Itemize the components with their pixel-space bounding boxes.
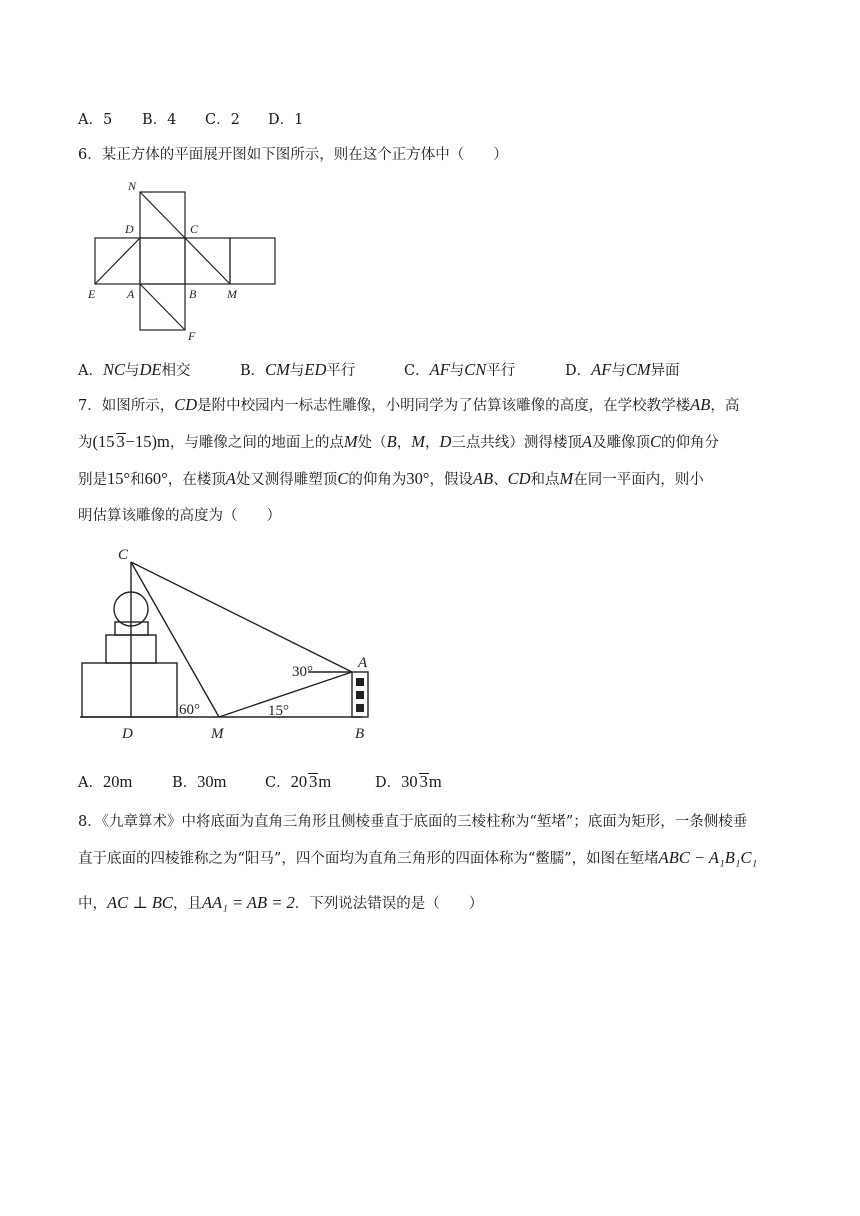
q6-option-a: A．NC与DE相交 [78,360,191,379]
q6-stem: 6．某正方体的平面展开图如下图所示，则在这个正方体中（ ） [78,147,508,163]
q5-option-d: D．1 [268,112,304,128]
label-A: A [358,655,368,671]
q7-line-2: 为(15 3−15)m，与雕像之间的地面上的点M处（B，M，D三点共线）测得楼顶A及雕像顶C的仰角分 [78,432,720,451]
label-E: E [88,287,96,301]
angle-15: 15° [268,703,289,719]
q7-line-4: 明估算该雕像的高度为（ ） [78,508,281,524]
q7-line-1: 7．如图所示，CD是附中校园内一标志性雕像，小明同学为了估算该雕像的高度，在学校教学楼AB，高 [78,395,740,414]
label-B: B [189,287,197,301]
q7-option-c: C．20 3m [265,772,332,791]
label-A: A [127,287,135,301]
label-C: C [118,547,129,563]
label-N: N [128,179,137,193]
label-F: F [188,329,196,343]
q7-line-3: 别是15°和60°，在楼顶A处又测得雕塑顶C的仰角为30°，假设AB、CD和点M在同一平面内，则小 [78,469,704,488]
q5-option-b: B．4 [142,112,177,128]
q8-line-1: 8．《九章算术》中将底面为直角三角形且侧棱垂直于底面的三棱柱称为“堑堵”；底面为矩形，一条侧棱垂 [78,814,748,830]
label-M: M [211,726,224,742]
q6-option-d: D．AF与CM异面 [565,360,680,379]
q6-option-b: B．CM与ED平行 [240,360,356,379]
q7-statue-figure [78,545,388,745]
label-M: M [227,287,237,301]
q6-cube-net-figure [80,178,300,348]
angle-30: 30° [292,664,313,680]
q8-line-3: 中，AC ⊥ BC，且AA₁ = AB = 2．下列说法错误的是（ ） [78,893,484,912]
q5-option-c: C．2 [205,112,240,128]
label-C: C [190,222,199,236]
q8-line-2: 直于底面的四棱锥称之为“阳马”，四个面均为直角三角形的四面体称为“鳖臑”，如图在堑堵ABC − A₁B₁C₁ [78,848,758,867]
label-D: D [125,222,134,236]
q7-option-a: A．20m [78,772,133,791]
q6-option-c: C．AF与CN平行 [404,360,516,379]
q5-option-a: A．5 [78,112,113,128]
label-B: B [355,726,365,742]
q7-option-b: B．30m [172,772,227,791]
q7-option-d: D．30 3m [375,772,442,791]
label-D: D [122,726,133,742]
angle-60: 60° [179,702,200,718]
